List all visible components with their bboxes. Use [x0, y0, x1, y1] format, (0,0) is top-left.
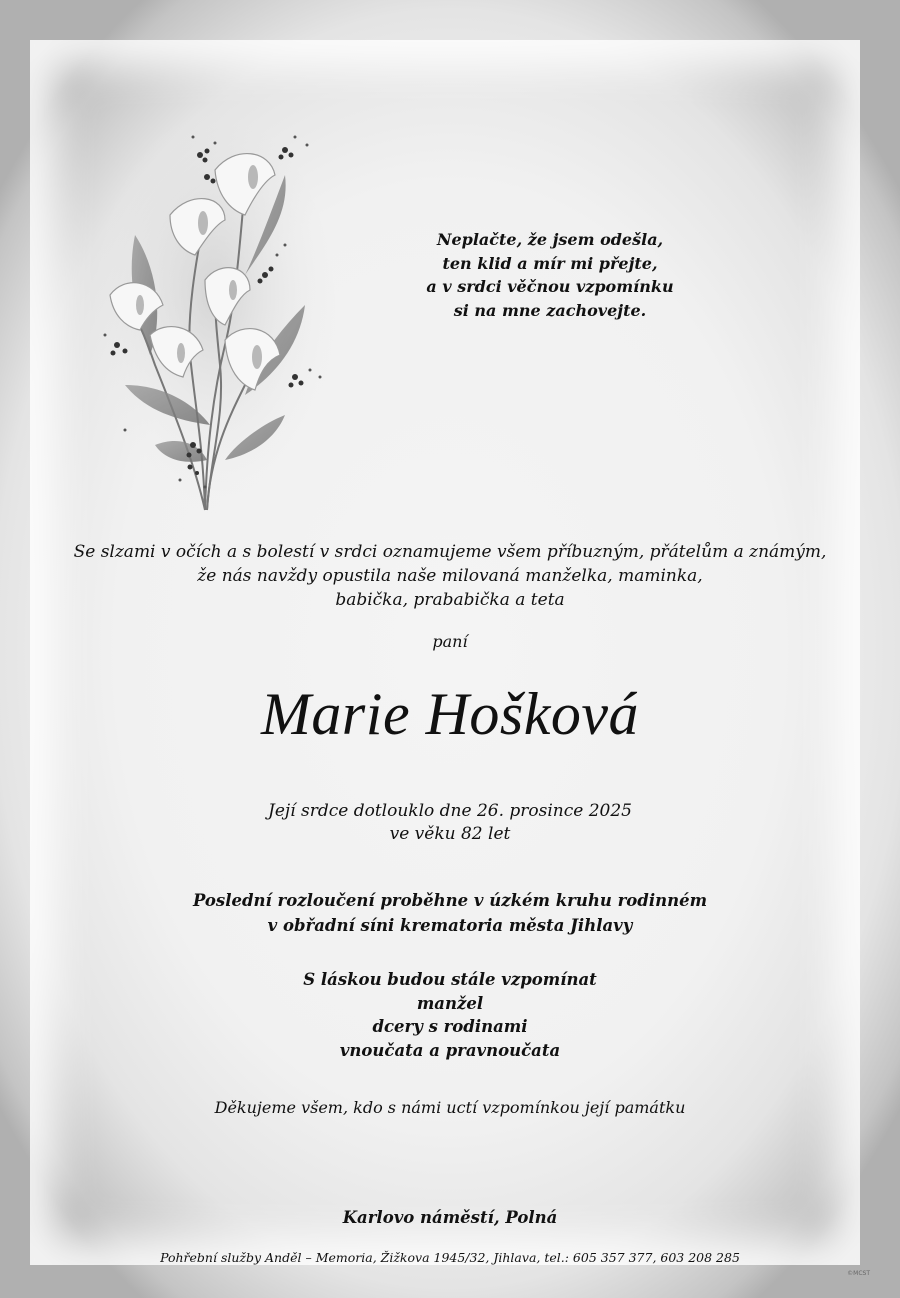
mourners-line: S láskou budou stále vzpomínat: [303, 970, 597, 989]
announcement-line: babička, prababička a teta: [335, 590, 565, 610]
death-date-line: Její srdce dotlouklo dne 26. prosince 2025: [268, 801, 632, 821]
mourners-line: vnoučata a pravnoučata: [339, 1040, 561, 1060]
mourners-line: dcery s rodinami: [372, 1017, 528, 1036]
poem-line: ten klid a mír mi přejte,: [442, 253, 658, 273]
title-prefix: paní: [432, 632, 468, 651]
address-text: Karlovo náměstí, Polná: [342, 1208, 558, 1227]
poem-line: si na mne zachovejte.: [453, 300, 647, 320]
announcement-text: [0, 540, 900, 612]
announcement-line: že nás navždy opustila naše milovaná manželka, maminka,: [197, 566, 703, 586]
farewell-line: Poslední rozloučení proběhne v úzkém kruhu rodinném: [192, 891, 708, 910]
poem-line: a v srdci věčnou vzpomínku: [426, 277, 674, 296]
funeral-service-footer: Pohřební služby Anděl – Memoria, Žižkova 1945/32, Jihlava, tel.: 605 357 377, 603 208 285: [160, 1250, 740, 1265]
death-details: [0, 800, 900, 846]
mourners-line: manžel: [416, 993, 484, 1013]
watermark: ©MCST: [847, 1270, 870, 1277]
farewell-info: [0, 888, 900, 938]
age-line: ve věku 82 let: [389, 824, 511, 844]
poem-line: Neplačte, že jsem odešla,: [436, 230, 664, 249]
deceased-name: Marie Hošková: [260, 681, 640, 747]
calla-lily-bouquet-illustration: [95, 115, 335, 525]
farewell-line: v obřadní síni krematoria města Jihlavy: [267, 916, 633, 935]
announcement-line: Se slzami v očích a s bolestí v srdci oznamujeme všem příbuzným, přátelům a známým,: [73, 542, 827, 562]
memorial-poem: [400, 228, 700, 322]
thanks-text: Děkujeme všem, kdo s námi uctí vzpomínkou její památku: [214, 1098, 686, 1117]
mourners-list: [0, 968, 900, 1062]
